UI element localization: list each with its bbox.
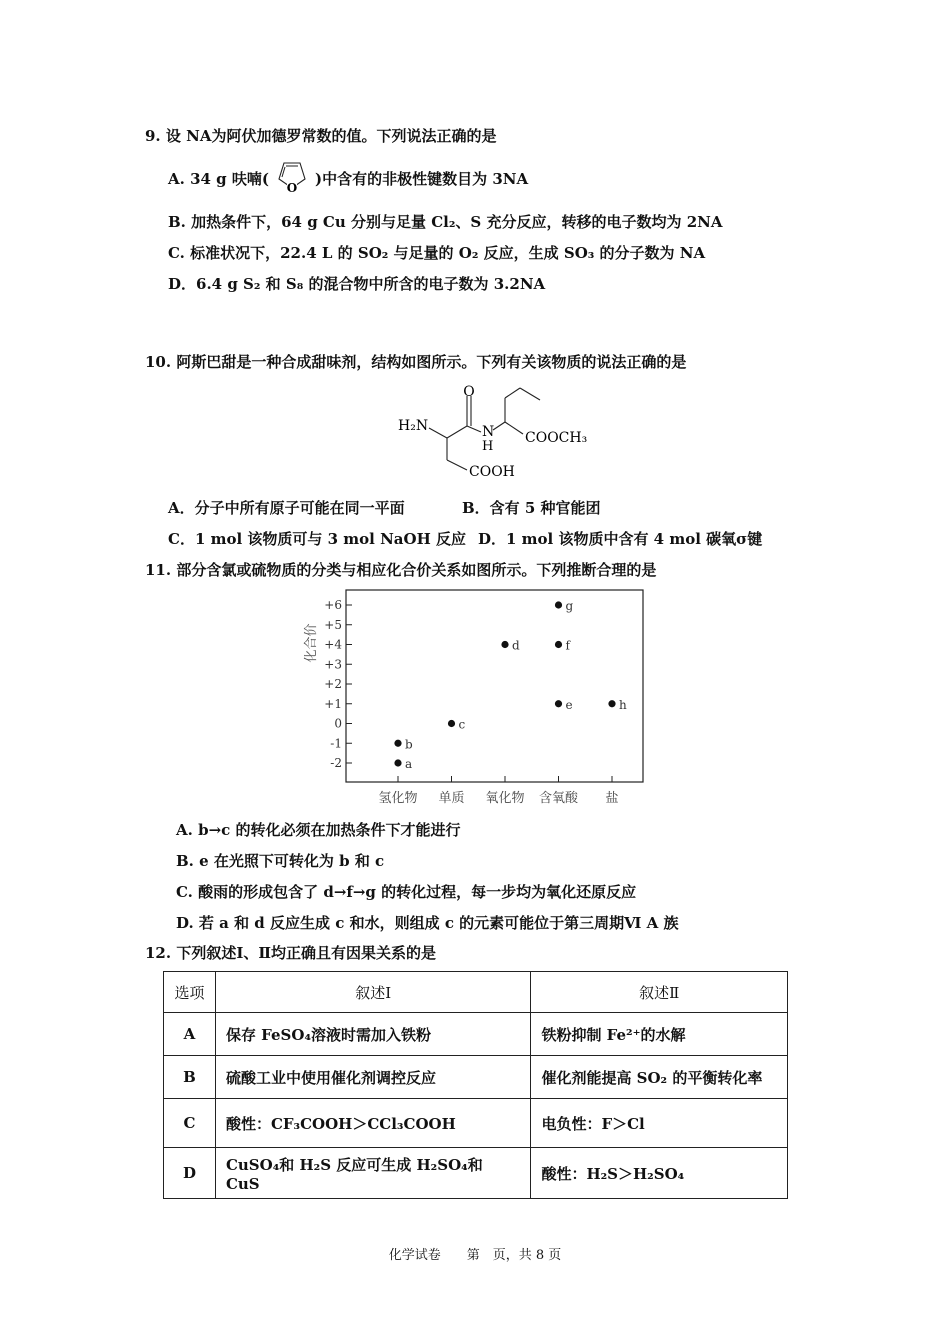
row-statement-2: 催化剂能提高 SO₂ 的平衡转化率 [531,1056,788,1099]
aspartame-label-cooh: COOH [469,464,515,480]
q10-option-d: D．1 mol 该物质中含有 4 mol 碳氧σ键 [478,530,763,548]
row-option: D [164,1148,216,1199]
row-statement-2: 电负性：F＞Cl [531,1099,788,1148]
q10-option-b: B．含有 5 种官能团 [462,499,601,517]
q9-option-a-text: A. 34 g 呋喃( [168,170,269,188]
row-option: A [164,1013,216,1056]
q11-option-b: B. e 在光照下可转化为 b 和 c [176,852,385,870]
data-point-f [555,641,562,648]
q9-option-c: C. 标准状况下，22.4 L 的 SO₂ 与足量的 O₂ 反应，生成 SO₃ 的分子数为 NA [168,244,706,262]
data-point-label: g [565,599,574,613]
x-tick-label: 盐 [605,791,619,806]
data-point-label: a [405,757,413,771]
data-point-g [555,601,562,608]
q11-option-d: D. 若 a 和 d 反应生成 c 和水，则组成 c 的元素可能位于第三周期Ⅵ A 族 [176,914,679,932]
header-option: 选项 [164,972,216,1013]
y-tick-label: +3 [324,657,342,672]
q12-table [163,971,788,1199]
data-point-e [555,700,562,707]
table-header-row [164,972,788,1013]
q11-option-c: C. 酸雨的形成包含了 d→f→g 的转化过程，每一步均为氧化还原反应 [176,883,637,901]
y-tick-label: +5 [324,617,342,632]
table-row [164,1056,788,1099]
y-tick-label: +6 [324,598,342,612]
y-tick-label: 0 [334,716,342,731]
header-statement-1: 叙述Ⅰ [215,972,530,1013]
row-statement-1: 酸性：CF₃COOH＞CCl₃COOH [215,1099,530,1148]
x-tick-label: 单质 [438,791,465,806]
x-tick-label: 氧化物 [485,791,525,806]
data-point-label: c [458,717,466,732]
table-row [164,1148,788,1199]
page-footer: 化学试卷 第 页，共 8 页 [388,1248,562,1263]
row-statement-2: 铁粉抑制 Fe²⁺的水解 [531,1013,788,1056]
valence-chart [295,585,655,815]
aspartame-label-cooch3: COOCH₃ [525,430,588,446]
row-option: C [164,1099,216,1148]
data-point-label: d [512,638,520,653]
furan-o-label: O [286,181,298,195]
row-statement-2: 酸性：H₂S＞H₂SO₄ [531,1148,788,1199]
aspartame-label-n: N [482,424,495,440]
y-tick-label: +2 [324,677,342,691]
table-row [164,1099,788,1148]
chart-ylabel: 化合价 [304,623,319,663]
data-point-label: h [619,697,627,712]
y-tick-label: -1 [330,736,342,751]
aspartame-label-h2n: H₂N [398,418,429,434]
data-point-label: e [565,697,573,712]
data-point-label: b [405,737,413,752]
row-statement-1: CuSO₄和 H₂S 反应可生成 H₂SO₄和 CuS [215,1148,530,1199]
x-tick-label: 含氧酸 [538,791,579,806]
row-option: B [164,1056,216,1099]
q10-stem: 10. 阿斯巴甜是一种合成甜味剂，结构如图所示。下列有关该物质的说法正确的是 [145,353,687,371]
q9-option-d: D．6.4 g S₂ 和 S₈ 的混合物中所含的电子数为 3.2NA [168,275,546,293]
y-tick-label: +1 [324,696,342,711]
data-point-label: f [565,638,570,653]
row-statement-1: 保存 FeSO₄溶液时需加入铁粉 [215,1013,530,1056]
y-tick-label: -2 [330,756,342,770]
data-point-b [394,740,401,747]
q10-option-c: C．1 mol 该物质可与 3 mol NaOH 反应 [168,530,466,548]
q11-stem: 11. 部分含氯或硫物质的分类与相应化合价关系如图所示。下列推断合理的是 [145,561,657,579]
q9-option-a-tail: )中含有的非极性键数目为 3NA [315,170,529,188]
q10-option-a: A．分子中所有原子可能在同一平面 [168,499,405,517]
q9-stem: 9. 设 NA为阿伏加德罗常数的值。下列说法正确的是 [145,127,497,145]
header-statement-2: 叙述Ⅱ [531,972,788,1013]
q9-option-b: B. 加热条件下，64 g Cu 分别与足量 Cl₂、S 充分反应，转移的电子数均为 2NA [168,213,723,231]
q12-stem: 12. 下列叙述Ⅰ、Ⅱ均正确且有因果关系的是 [145,944,436,962]
aspartame-structure [395,382,605,482]
data-point-d [501,641,508,648]
data-point-h [608,700,615,707]
furan-structure-icon [269,157,315,197]
data-point-a [394,759,401,766]
row-statement-1: 硫酸工业中使用催化剂调控反应 [215,1056,530,1099]
chart-frame [346,590,643,782]
aspartame-label-h: H [482,439,494,454]
data-point-c [448,720,455,727]
x-tick-label: 氢化物 [378,791,418,806]
aspartame-label-o: O [463,384,475,400]
y-tick-label: +4 [324,637,342,652]
q11-option-a: A. b→c 的转化必须在加热条件下才能进行 [176,821,461,839]
q9-option-a [168,169,529,195]
table-row [164,1013,788,1056]
